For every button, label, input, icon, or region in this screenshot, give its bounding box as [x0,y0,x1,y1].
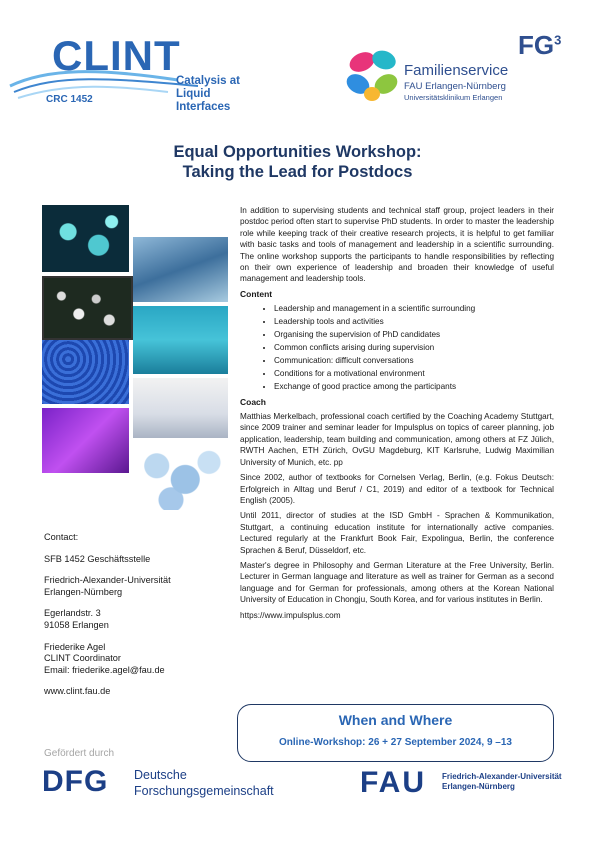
dfg-name-line2: Forschungsgemeinschaft [134,784,274,798]
list-item: • Communication: difficult conversations [274,355,554,366]
contact-block [44,532,234,698]
contact-street: Egerlandstr. 3 [44,608,101,619]
clint-crc: CRC 1452 [46,94,93,105]
contact-label: Contact: [44,532,79,542]
list-item: • Leadership and management in a scientific surrounding [274,303,554,314]
coach-paragraph: Since 2002, author of textbooks for Cornelsen Verlag, Berlin, (e.g. Fokus Deutsch: Erfolgreich in Alltag und Beruf / C1, 2019) and editor of a textbook for Technical English (2005). [240,473,554,505]
fau-logo [360,766,570,810]
clint-subtitle-line1: Catalysis at [176,75,240,87]
page-title [0,142,595,182]
fau-name-line1: Friedrich-Alexander-Universität [442,772,562,781]
coach-paragraph: Master's degree in Philosophy and German Literature at the Free University, Berlin. Lecturer in German language and literature as well as trainer for German as a second language and for German for professionals, among others at the Korean National University of Education in Chongju, South Korea, and for various institutes in Berlin. [240,560,554,605]
contact-city: 91058 Erlangen [44,619,109,630]
list-item: • Exchange of good practice among the participants [274,381,554,392]
photo-glassware [133,306,228,374]
intro-paragraph: In addition to supervising students and technical staff group, project leaders in their postdoc period often start to supervise PhD students. In order to master the leadership role while keeping track of their creative research projects, it is helpful to get familiar with basic tasks and tools of management and leadership in a scientific surrounding. The online workshop supports the participants to handle responsibilities by reflecting on their own experience of leadership and broaden their knowledge of useful management and leadership tools. [240,206,554,284]
fau-name-line2: Erlangen-Nürnberg [442,782,515,791]
familienservice-logo [340,30,590,120]
clint-subtitle-line2: Liquid Interfaces [176,88,231,113]
dfg-wordmark: DFG [42,765,109,798]
photo-purple-apparatus [42,408,129,473]
title-line2: Taking the Lead for Postdocs [182,163,413,181]
list-item: • Conditions for a motivational environment [274,368,554,379]
dfg-logo [42,765,302,805]
coach-heading: Coach [240,396,266,407]
fau-wordmark: FAU [360,766,426,799]
content-heading: Content [240,288,273,299]
contact-email-link[interactable]: Email: friederike.agel@fau.de [44,664,165,675]
contact-role: CLINT Coordinator [44,653,121,664]
funded-by-label: Gefördert durch [44,748,115,759]
photo-microscopy [42,205,129,272]
fau-name [442,772,562,792]
familienservice-sub1: FAU Erlangen-Nürnberg [404,81,506,92]
when-title: When and Where [338,712,453,728]
list-item: • Organising the supervision of PhD candidates [274,329,554,340]
main-text-column [240,205,554,625]
photo-blue-granules [42,340,129,404]
title-line1: Equal Opportunities Workshop: [173,143,422,161]
photo-bottles [133,378,228,438]
clint-logo [8,28,258,118]
dfg-name [134,767,274,799]
photo-monitor-particles [42,276,133,340]
contact-org: SFB 1452 Geschäftsstelle [44,553,151,564]
contact-uni-line1: Friedrich-Alexander-Universität [44,575,171,586]
when-info: Online-Workshop: 26 + 27 September 2024, 9 –13 [279,737,512,748]
familienservice-title: Familienservice [404,62,509,79]
clint-subtitle [176,75,258,114]
contact-person: Friederike Agel [44,641,106,652]
contact-uni-line2: Erlangen-Nürnberg [44,586,123,597]
photo-molecule-spheres [133,442,228,510]
list-item: • Leadership tools and activities [274,316,554,327]
list-item: • Common conflicts arising during supervision [274,342,554,353]
content-list [240,303,554,392]
coach-paragraph: Matthias Merkelbach, professional coach certified by the Coaching Academy Stuttgart, since 2009 trainer and seminar leader for Impulsplus on topics of career planning, job application, leadership, team building and communication, among others at FZ Jülich, RWTH Aachen, ETH Zürich, OvGU Magdeburg, KIT Karlsruhe, Ludwig Maximilian University of Munich, etc. pp [240,412,554,467]
photo-lab-vials [133,237,228,302]
flower-icon [342,44,404,106]
fg3-mark: $FG^3$ [518,30,562,60]
coach-url-link[interactable]: https://www.impulsplus.com [240,610,341,620]
familienservice-sub2: Universitätsklinikum Erlangen [404,93,503,102]
dfg-name-line1: Deutsche [134,768,187,782]
contact-web-link[interactable]: www.clint.fau.de [44,686,111,697]
clint-wordmark: CLINT [52,32,181,79]
coach-paragraph: Until 2011, director of studies at the ISD GmbH - Sprachen & Kommunikation, Stuttgart, a continuing education institute for internationally active companies. Lectured regularly at the Frankfurt Book Fair, Expolingua, Berlin, the conference Sprachen & Beruf, Düsseldorf, etc. [240,511,554,555]
when-where-box [237,704,554,762]
